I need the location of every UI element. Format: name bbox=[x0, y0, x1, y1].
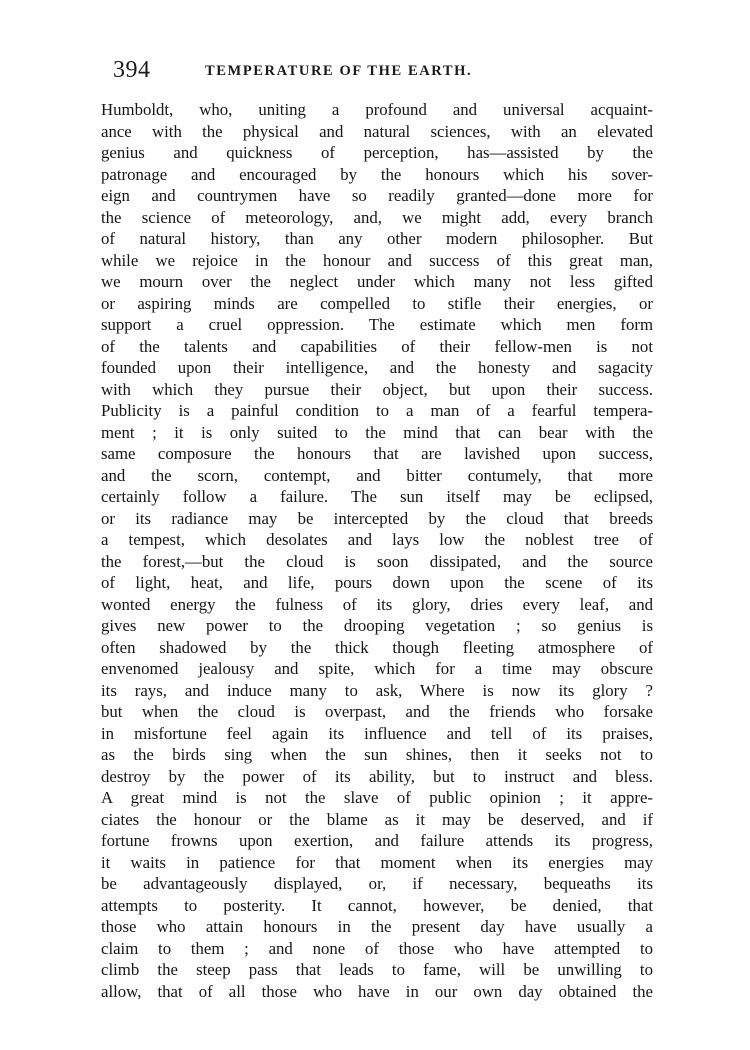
text-line: climb the steep pass that leads to fame, will be unwilling to bbox=[101, 960, 653, 979]
running-title: TEMPERATURE OF THE EARTH. bbox=[205, 63, 473, 79]
text-line: A great mind is not the slave of public opinion ; it appre- bbox=[101, 788, 653, 807]
text-line: gives new power to the drooping vegetation ; so genius is bbox=[101, 616, 653, 635]
text-line: founded upon their intelligence, and the honesty and sagacity bbox=[101, 358, 653, 377]
text-line: its rays, and induce many to ask, Where is now its glory ? bbox=[101, 680, 653, 700]
text-line: we mourn over the neglect under which many not less gifted bbox=[101, 272, 653, 291]
text-line: Humboldt, who, uniting a profound and universal acquaint- bbox=[101, 100, 653, 119]
text-line: of light, heat, and life, pours down upon the scene of its bbox=[101, 573, 653, 592]
text-line: often shadowed by the thick though fleeting atmosphere of bbox=[101, 637, 653, 657]
text-line: attempts to posterity. It cannot, however, be denied, that bbox=[101, 895, 653, 915]
body-text bbox=[101, 99, 653, 1002]
text-line: the forest,—but the cloud is soon dissipated, and the source bbox=[101, 551, 653, 571]
text-line: ment ; it is only suited to the mind that can bear with the bbox=[101, 422, 653, 442]
text-line: destroy by the power of its ability, but to instruct and bless. bbox=[101, 766, 653, 786]
text-line: claim to them ; and none of those who have attempted to bbox=[101, 938, 653, 958]
text-line: or its radiance may be intercepted by the cloud that breeds bbox=[101, 508, 653, 528]
text-line: fortune frowns upon exertion, and failure attends its progress, bbox=[101, 831, 653, 850]
page-number: 394 bbox=[113, 57, 151, 83]
text-line: envenomed jealousy and spite, which for a time may obscure bbox=[101, 659, 653, 678]
text-line: of the talents and capabilities of their fellow-men is not bbox=[101, 336, 653, 356]
text-line: patronage and encouraged by the honours which his sover- bbox=[101, 164, 653, 184]
text-line: allow, that of all those who have in our own day obtained the bbox=[101, 981, 653, 1001]
running-head bbox=[113, 56, 653, 86]
text-line: but when the cloud is overpast, and the friends who forsake bbox=[101, 702, 653, 721]
text-line: eign and countrymen have so readily granted—done more for bbox=[101, 186, 653, 205]
text-line: ance with the physical and natural sciences, with an elevated bbox=[101, 121, 653, 141]
text-line: and the scorn, contempt, and bitter contumely, that more bbox=[101, 465, 653, 485]
text-line: or aspiring minds are compelled to stifle their energies, or bbox=[101, 293, 653, 313]
text-line: it waits in patience for that moment when its energies may bbox=[101, 852, 653, 872]
text-line: support a cruel oppression. The estimate which men form bbox=[101, 315, 653, 334]
text-line: with which they pursue their object, but upon their success. bbox=[101, 379, 653, 399]
text-line: the science of meteorology, and, we might add, every branch bbox=[101, 207, 653, 227]
text-line: ciates the honour or the blame as it may be deserved, and if bbox=[101, 809, 653, 829]
text-line: in misfortune feel again its influence and tell of its praises, bbox=[101, 723, 653, 743]
text-line: while we rejoice in the honour and success of this great man, bbox=[101, 250, 653, 270]
text-line: wonted energy the fulness of its glory, dries every leaf, and bbox=[101, 594, 653, 614]
text-line: a tempest, which desolates and lays low the noblest tree of bbox=[101, 530, 653, 549]
text-line: same composure the honours that are lavished upon success, bbox=[101, 444, 653, 463]
text-line: certainly follow a failure. The sun itself may be eclipsed, bbox=[101, 487, 653, 506]
text-line: be advantageously displayed, or, if necessary, bequeaths its bbox=[101, 874, 653, 893]
text-line: those who attain honours in the present day have usually a bbox=[101, 917, 653, 936]
text-line: as the birds sing when the sun shines, then it seeks not to bbox=[101, 745, 653, 764]
text-line: genius and quickness of perception, has—assisted by the bbox=[101, 143, 653, 162]
text-line: Publicity is a painful condition to a man of a fearful tempera- bbox=[101, 401, 653, 420]
text-line: of natural history, than any other modern philosopher. But bbox=[101, 229, 653, 248]
